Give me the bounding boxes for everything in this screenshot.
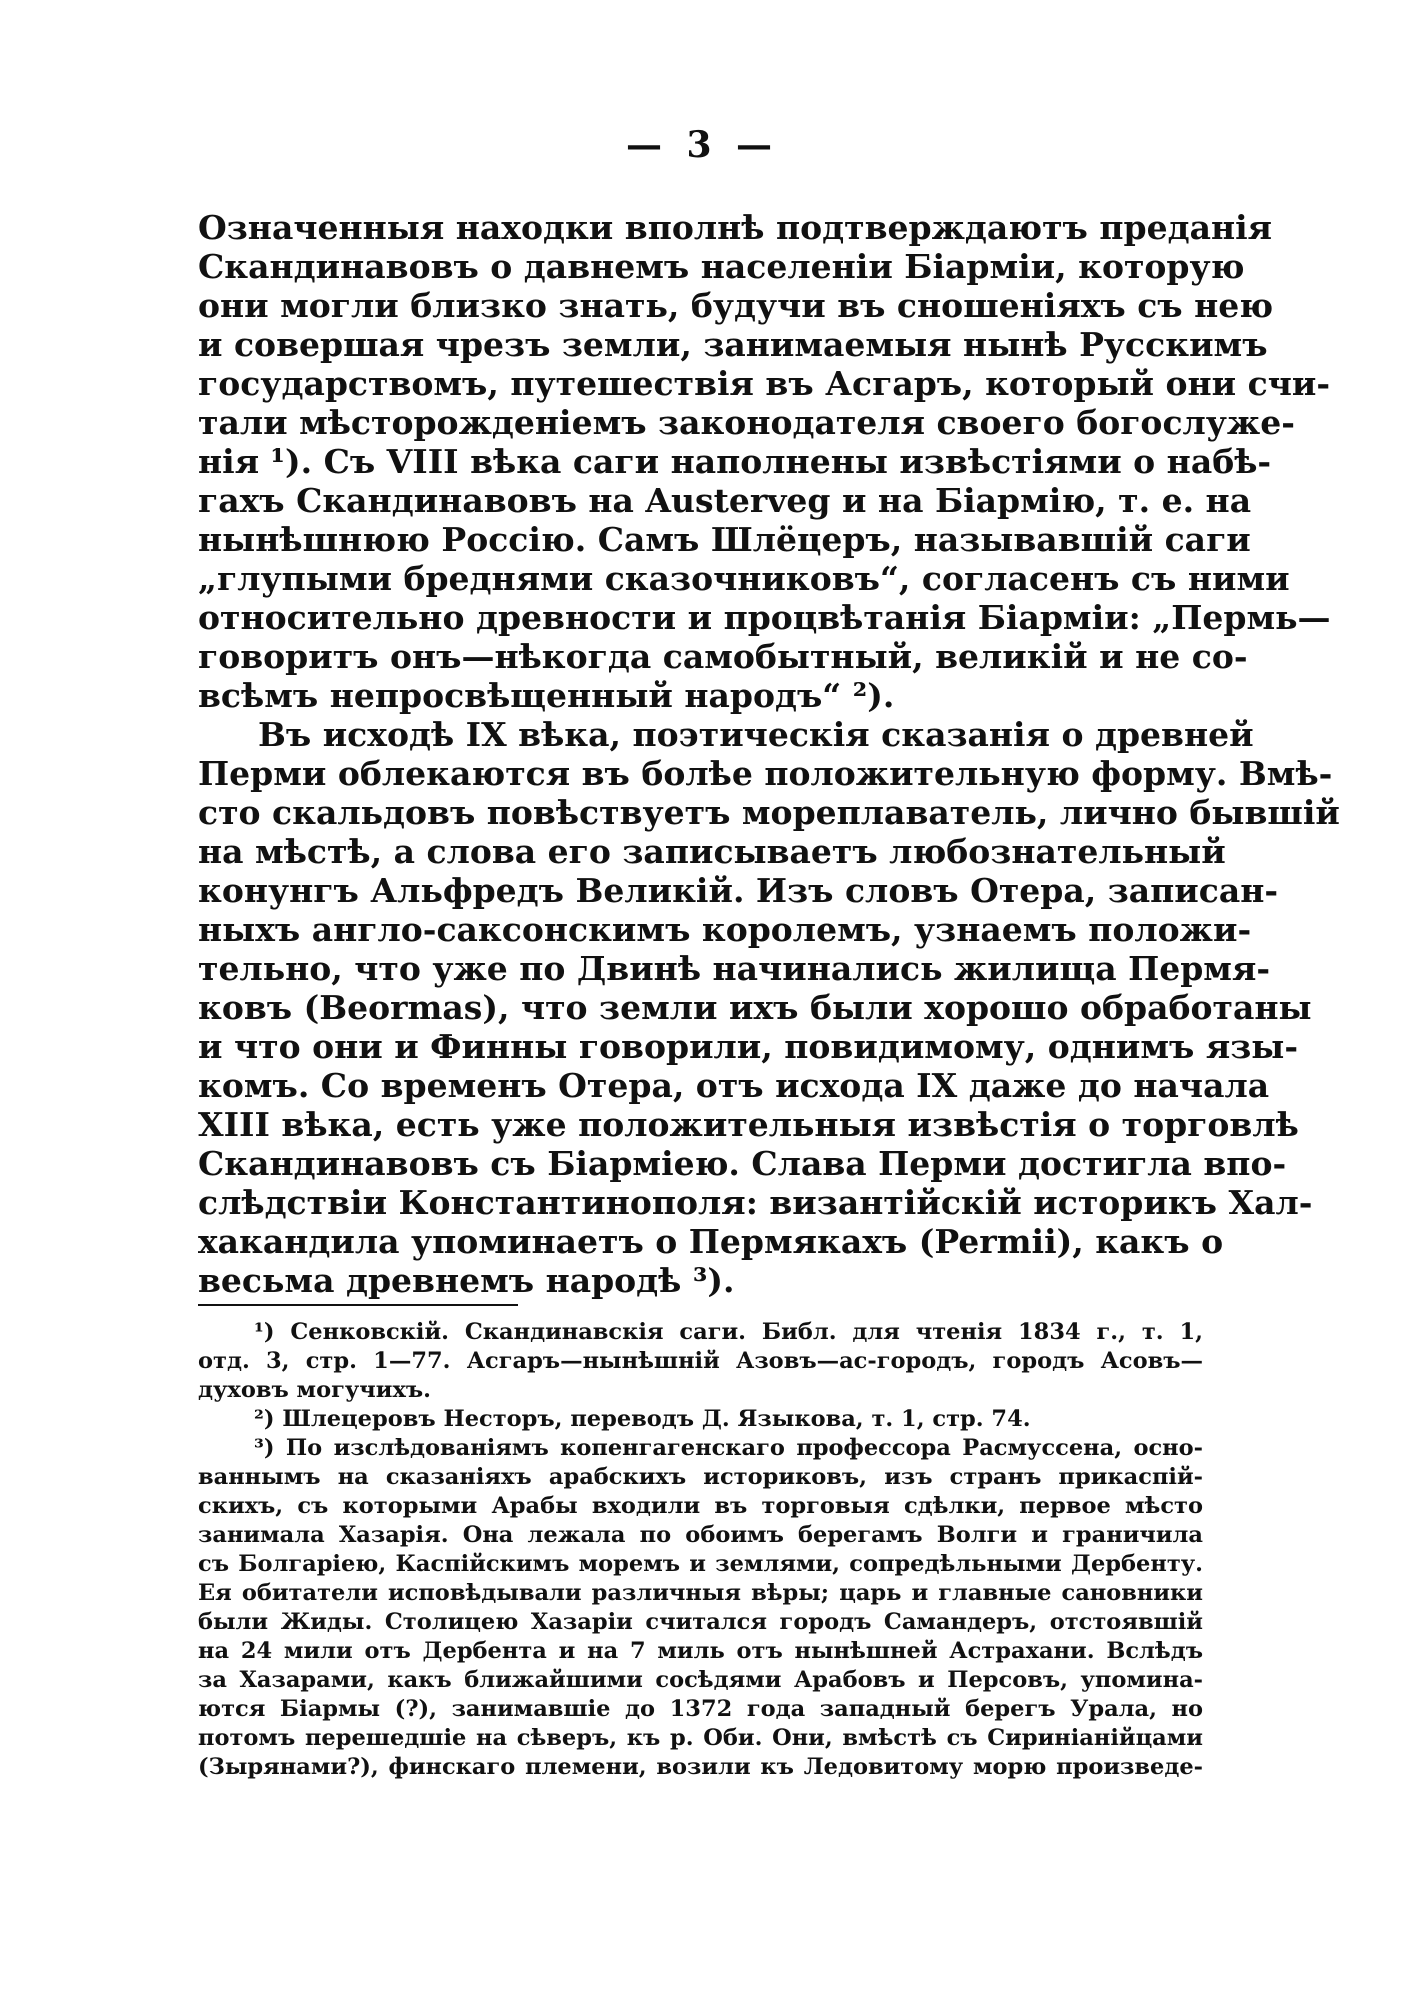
body-line: относительно древности и процвѣтанія Біарміи: „Пермь— [198,598,1331,637]
footnote-line: ²) Шлецеровъ Несторъ, переводъ Д. Языкова, т. 1, стр. 74. [254,1406,1031,1432]
footnote-line: Ея обитатели исповѣдывали различныя вѣры; царь и главные сановники [198,1580,1203,1606]
body-line: Скандинавовъ съ Біарміею. Слава Перми достигла впо- [198,1144,1287,1183]
footnote-line: были Жиды. Столицею Хазаріи считался городъ Самандеръ, отстоявшій [198,1609,1203,1635]
footnote-line: ются Біармы (?), занимавшіе до 1372 года западный берегъ Урала, но [198,1696,1203,1722]
page-number: — 3 — [625,124,779,166]
footnote-line: отд. 3, стр. 1—77. Асгаръ—нынѣшній Азовъ—ас-городъ, городъ Асовъ— [198,1348,1203,1374]
body-line: хакандила упоминаетъ о Пермякахъ (Permii), какъ о [198,1222,1224,1261]
body-line: XIII вѣка, есть уже положительныя извѣстія о торговлѣ [198,1105,1299,1144]
body-line: нія ¹). Съ VIII вѣка саги наполнены извѣстіями о набѣ- [198,442,1272,481]
body-line: нынѣшнюю Россію. Самъ Шлёцеръ, называвшій саги [198,520,1251,559]
body-line: „глупыми бреднями сказочниковъ“, согласенъ съ ними [198,559,1290,598]
footnote-line: занимала Хазарія. Она лежала по обоимъ берегамъ Волги и граничила [198,1522,1203,1548]
footnote-line: на 24 мили отъ Дербента и на 7 миль отъ нынѣшней Астрахани. Вслѣдъ [198,1638,1203,1664]
body-line: Означенныя находки вполнѣ подтверждаютъ преданія [198,208,1273,247]
body-line: Въ исходѣ IX вѣка, поэтическія сказанія о древней [258,715,1254,754]
body-line: тали мѣсторожденіемъ законодателя своего богослуже- [198,403,1295,442]
body-line: комъ. Со временъ Отера, отъ исхода IX даже до начала [198,1066,1270,1105]
body-line: на мѣстѣ, а слова его записываетъ любознательный [198,832,1226,871]
body-line: ныхъ англо-саксонскимъ королемъ, узнаемъ положи- [198,910,1252,949]
footnote-line: скихъ, съ которыми Арабы входили въ торговыя сдѣлки, первое мѣсто [198,1493,1203,1519]
footnote-line: ваннымъ на сказаніяхъ арабскихъ историковъ, изъ странъ прикаспій- [198,1464,1203,1490]
body-line: Скандинавовъ о давнемъ населеніи Біарміи, которую [198,247,1245,286]
footnote-line: потомъ перешедшіе на сѣверъ, къ р. Оби. Они, вмѣстѣ съ Сириніанійцами [198,1725,1203,1751]
body-line: они могли близко знать, будучи въ сношеніяхъ съ нею [198,286,1274,325]
body-line: сто скальдовъ повѣствуетъ мореплаватель, лично бывшій [198,793,1340,832]
footnote-divider [198,1304,518,1306]
body-line: ковъ (Beormas), что земли ихъ были хорошо обработаны [198,988,1312,1027]
footnote-line: съ Болгаріею, Каспійскимъ моремъ и землями, сопредѣльными Дербенту. [198,1551,1203,1577]
footnote-line: ³) По изслѣдованіямъ копенгагенскаго профессора Расмуссена, осно- [254,1435,1203,1461]
body-line: весьма древнемъ народѣ ³). [198,1261,735,1300]
body-line: и совершая чрезъ земли, занимаемыя нынѣ Русскимъ [198,325,1268,364]
body-line: конунгъ Альфредъ Великій. Изъ словъ Отера, записан- [198,871,1279,910]
body-line: государствомъ, путешествія въ Асгаръ, который они счи- [198,364,1331,403]
body-line: тельно, что уже по Двинѣ начинались жилища Пермя- [198,949,1271,988]
footnote-line: духовъ могучихъ. [198,1377,431,1403]
footnote-line: (Зырянами?), финскаго племени, возили къ Ледовитому морю произведе- [198,1754,1203,1780]
body-line: и что они и Финны говорили, повидимому, однимъ язы- [198,1027,1299,1066]
body-line: говоритъ онъ—нѣкогда самобытный, великій и не со- [198,637,1248,676]
footnote-line: за Хазарами, какъ ближайшими сосѣдями Арабовъ и Персовъ, упомина- [198,1667,1203,1693]
body-text [198,208,1340,1300]
footnote-line: ¹) Сенковскій. Скандинавскія саги. Библ. для чтенія 1834 г., т. 1, [254,1319,1203,1345]
body-line: гахъ Скандинавовъ на Austerveg и на Біармію, т. е. на [198,481,1252,520]
footnotes [198,1318,1203,1782]
body-line: Перми облекаются въ болѣе положительную форму. Вмѣ- [198,754,1333,793]
body-line: всѣмъ непросвѣщенный народъ“ ²). [198,676,895,715]
body-line: слѣдствіи Константинополя: византійскій историкъ Хал- [198,1183,1313,1222]
